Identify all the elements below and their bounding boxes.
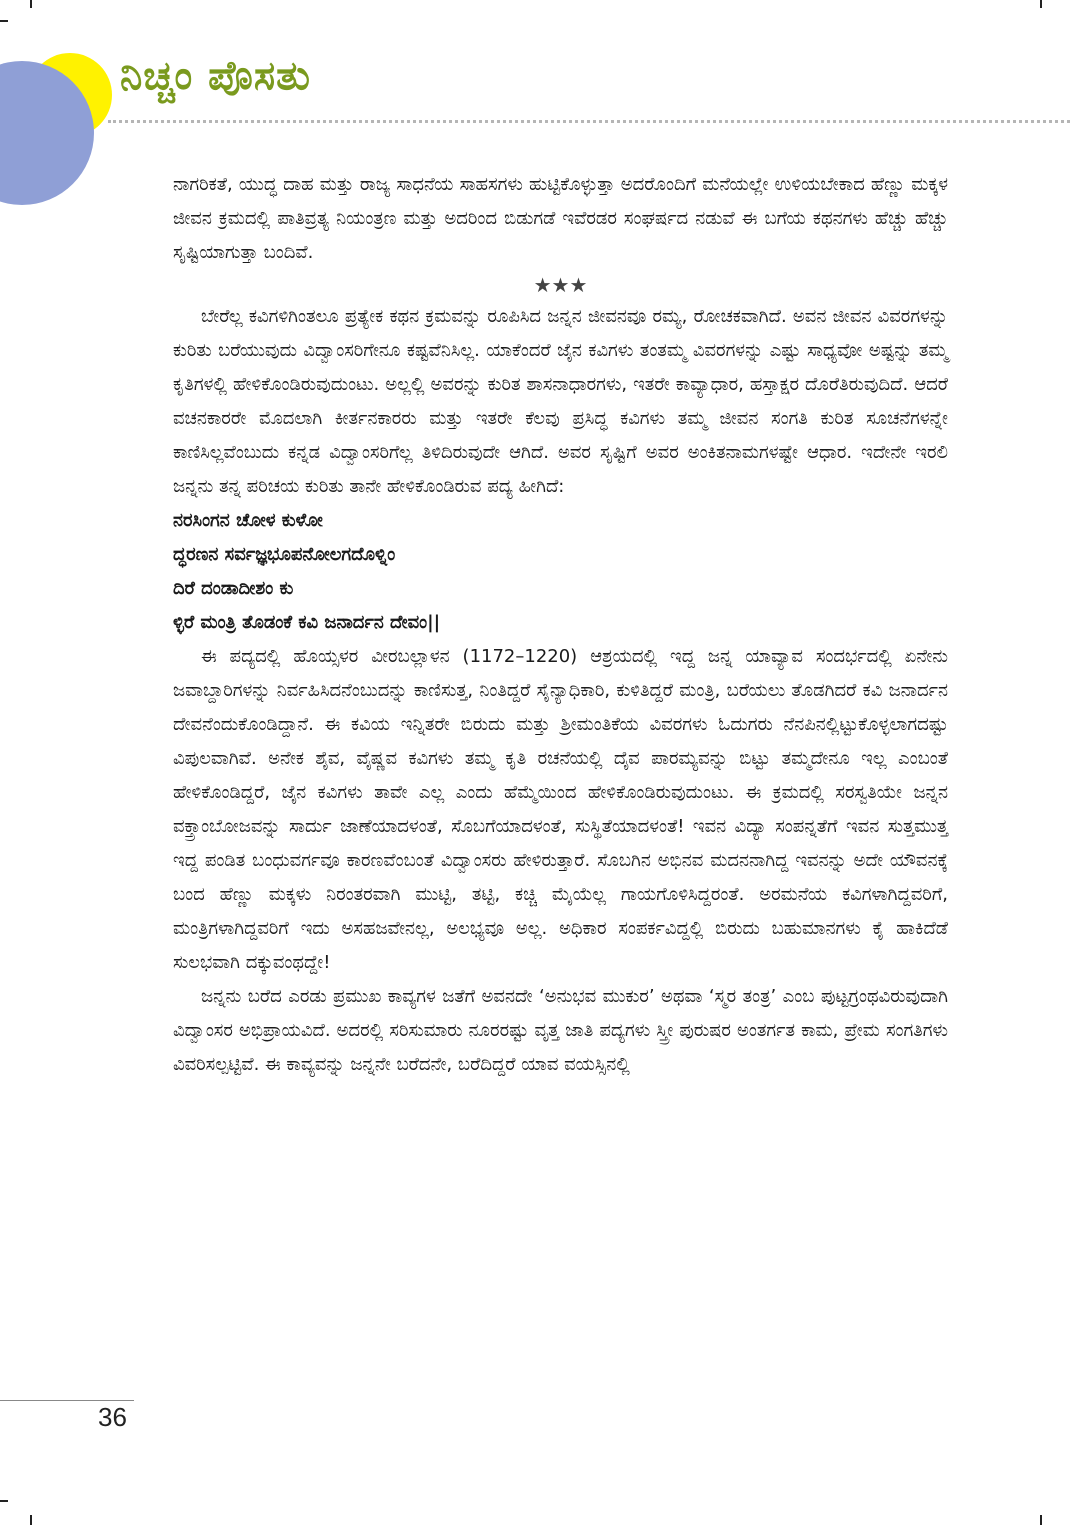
crop-mark: [0, 1500, 8, 1502]
header-decoration: [0, 0, 200, 220]
paragraph-1: ನಾಗರಿಕತೆ, ಯುದ್ಧ ದಾಹ ಮತ್ತು ರಾಜ್ಯ ಸಾಧನೆಯ ಸಾಹಸಗಳು ಹುಟ್ಟಿಕೊಳ್ಳುತ್ತಾ ಅದರೊಂದಿಗೆ ಮನೆಯಲ್ಲೇ ಉಳಿಯಬೇಕಾದ ಹೆಣ್ಣು ಮಕ್ಕಳ ಜೀವನ ಕ್ರಮದಲ್ಲಿ ಪಾತಿವ್ರತ್ಯ ನಿಯಂತ್ರಣ ಮತ್ತು ಅದರಿಂದ ಬಿಡುಗಡೆ ಇವೆರಡರ ಸಂಘರ್ಷದ ನಡುವೆ ಈ ಬಗೆಯ ಕಥನಗಳು ಹೆಚ್ಚು ಹೆಚ್ಚು ಸೃಷ್ಟಿಯಾಗುತ್ತಾ ಬಂದಿವೆ.: [173, 174, 948, 263]
section-separator: ★★★: [533, 273, 588, 297]
crop-mark: [1040, 0, 1042, 8]
crop-mark: [30, 1515, 32, 1525]
page-number: 36: [98, 1402, 127, 1432]
header-dotted-rule: [108, 120, 1070, 123]
verse-line: ದಿರೆ ದಂಡಾದೀಶಂ ಕು: [173, 578, 294, 599]
verse-line: ದ್ಧರಣನ ಸರ್ವಜ್ಞಭೂಪನೋಲಗದೊಳ್ನಿಂ: [173, 544, 396, 565]
verse-line: ಳ್ಳಿರೆ ಮಂತ್ರಿ ತೊಡಂಕೆ ಕವಿ ಜನಾರ್ದನ ದೇವಂ||: [173, 612, 441, 633]
body-text: [173, 168, 948, 1082]
section-title: ನಿಚ್ಚಂ ಪೊಸತು: [120, 52, 312, 99]
paragraph-4: ಜನ್ನನು ಬರೆದ ಎರಡು ಪ್ರಮುಖ ಕಾವ್ಯಗಳ ಜತೆಗೆ ಅವನದೇ ‘ಅನುಭವ ಮುಕುರ’ ಅಥವಾ ‘ಸ್ಮರ ತಂತ್ರ’ ಎಂಬ ಪುಟ್ಟಗ್ರಂಥವಿರುವುದಾಗಿ ವಿದ್ವಾಂಸರ ಅಭಿಪ್ರಾಯವಿದೆ. ಅದರಲ್ಲಿ ಸರಿಸುಮಾರು ನೂರರಷ್ಟು ವೃತ್ತ ಜಾತಿ ಪದ್ಯಗಳು ಸ್ತ್ರೀ ಪುರುಷರ ಅಂತರ್ಗತ ಕಾಮ, ಪ್ರೇಮ ಸಂಗತಿಗಳು ವಿವರಿಸಲ್ಪಟ್ಟಿವೆ. ಈ ಕಾವ್ಯವನ್ನು ಜನ್ನನೇ ಬರೆದನೇ, ಬರೆದಿದ್ದರೆ ಯಾವ ವಯಸ್ಸಿನಲ್ಲಿ: [173, 986, 948, 1075]
paragraph-3: ಈ ಪದ್ಯದಲ್ಲಿ ಹೊಯ್ಸಳರ ವೀರಬಲ್ಲಾಳನ (1172–1220) ಆಶ್ರಯದಲ್ಲಿ ಇದ್ದ ಜನ್ನ ಯಾವ್ಯಾವ ಸಂದರ್ಭದಲ್ಲಿ ಏನೇನು ಜವಾಬ್ದಾರಿಗಳನ್ನು ನಿರ್ವಹಿಸಿದನೆಂಬುದನ್ನು ಕಾಣಿಸುತ್ತ, ನಿಂತಿದ್ದರೆ ಸೈನ್ಯಾಧಿಕಾರಿ, ಕುಳಿತಿದ್ದರೆ ಮಂತ್ರಿ, ಬರೆಯಲು ತೊಡಗಿದರೆ ಕವಿ ಜನಾರ್ದನ ದೇವನೆಂದುಕೊಂಡಿದ್ದಾನೆ. ಈ ಕವಿಯ ಇನ್ನಿತರೇ ಬಿರುದು ಮತ್ತು ಶ್ರೀಮಂತಿಕೆಯ ವಿವರಗಳು ಓದುಗರು ನೆನಪಿನಲ್ಲಿಟ್ಟುಕೊಳ್ಳಲಾಗದಷ್ಟು ವಿಪುಲವಾಗಿವೆ. ಅನೇಕ ಶೈವ, ವೈಷ್ಣವ ಕವಿಗಳು ತಮ್ಮ ಕೃತಿ ರಚನೆಯಲ್ಲಿ ದೈವ ಪಾರಮ್ಯವನ್ನು ಬಿಟ್ಟು ತಮ್ಮದೇನೂ ಇಲ್ಲ ಎಂಬಂತೆ ಹೇಳಿಕೊಂಡಿದ್ದರೆ, ಜೈನ ಕವಿಗಳು ತಾವೇ ಎಲ್ಲ ಎಂದು ಹೆಮ್ಮೆಯಿಂದ ಹೇಳಿಕೊಂಡಿರುವುದುಂಟು. ಈ ಕ್ರಮದಲ್ಲಿ ಸರಸ್ವತಿಯೇ ಜನ್ನನ ವಕ್ತ್ರಾಂಬೋಜವನ್ನು ಸಾರ್ದು ಜಾಣೆಯಾದಳಂತೆ, ಸೊಬಗೆಯಾದಳಂತೆ, ಸುಸ್ಥಿತೆಯಾದಳಂತೆ! ಇವನ ವಿದ್ಯಾ ಸಂಪನ್ನತೆಗೆ ಇವನ ಸುತ್ತಮುತ್ತ ಇದ್ದ ಪಂಡಿತ ಬಂಧುವರ್ಗವೂ ಕಾರಣವೆಂಬಂತೆ ವಿದ್ವಾಂಸರು ಹೇಳಿರುತ್ತಾರೆ. ಸೊಬಗಿನ ಅಭಿನವ ಮದನನಾಗಿದ್ದ ಇವನನ್ನು ಅದೇ ಯೌವನಕ್ಕೆ ಬಂದ ಹೆಣ್ಣು ಮಕ್ಕಳು ನಿರಂತರವಾಗಿ ಮುಟ್ಟಿ, ತಟ್ಟಿ, ಕಚ್ಚಿ ಮೈಯೆಲ್ಲ ಗಾಯಗೊಳಿಸಿದ್ದರಂತೆ. ಅರಮನೆಯ ಕವಿಗಳಾಗಿದ್ದವರಿಗೆ, ಮಂತ್ರಿಗಳಾಗಿದ್ದವರಿಗೆ ಇದು ಅಸಹಜವೇನಲ್ಲ, ಅಲಭ್ಯವೂ ಅಲ್ಲ. ಅಧಿಕಾರ ಸಂಪರ್ಕವಿದ್ದಲ್ಲಿ ಬಿರುದು ಬಹುಮಾನಗಳು ಕೈ ಹಾಕಿದೆಡೆ ಸುಲಭವಾಗಿ ದಕ್ಕುವಂಥದ್ದೇ!: [173, 646, 948, 973]
verse-block: [173, 504, 948, 640]
paragraph-2: ಬೇರೆಲ್ಲ ಕವಿಗಳಿಗಿಂತಲೂ ಪ್ರತ್ಯೇಕ ಕಥನ ಕ್ರಮವನ್ನು ರೂಪಿಸಿದ ಜನ್ನನ ಜೀವನವೂ ರಮ್ಯ, ರೋಚಕವಾಗಿದೆ. ಅವನ ಜೀವನ ವಿವರಗಳನ್ನು ಕುರಿತು ಬರೆಯುವುದು ವಿದ್ವಾಂಸರಿಗೇನೂ ಕಷ್ಟವೆನಿಸಿಲ್ಲ. ಯಾಕೆಂದರೆ ಜೈನ ಕವಿಗಳು ತಂತಮ್ಮ ವಿವರಗಳನ್ನು ಎಷ್ಟು ಸಾಧ್ಯವೋ ಅಷ್ಟನ್ನು ತಮ್ಮ ಕೃತಿಗಳಲ್ಲಿ ಹೇಳಿಕೊಂಡಿರುವುದುಂಟು. ಅಲ್ಲಲ್ಲಿ ಅವರನ್ನು ಕುರಿತ ಶಾಸನಾಧಾರಗಳು, ಇತರೇ ಕಾವ್ಯಾಧಾರ, ಹಸ್ತಾಕ್ಷರ ದೊರೆತಿರುವುದಿದೆ. ಆದರೆ ವಚನಕಾರರೇ ಮೊದಲಾಗಿ ಕೀರ್ತನಕಾರರು ಮತ್ತು ಇತರೇ ಕೆಲವು ಪ್ರಸಿದ್ಧ ಕವಿಗಳು ತಮ್ಮ ಜೀವನ ಸಂಗತಿ ಕುರಿತ ಸೂಚನೆಗಳನ್ನೇ ಕಾಣಿಸಿಲ್ಲವೆಂಬುದು ಕನ್ನಡ ವಿದ್ವಾಂಸರಿಗೆಲ್ಲ ತಿಳಿದಿರುವುದೇ ಆಗಿದೆ. ಅವರ ಸೃಷ್ಟಿಗೆ ಅವರ ಅಂಕಿತನಾಮಗಳಷ್ಟೇ ಆಧಾರ. ಇದೇನೇ ಇರಲಿ ಜನ್ನನು ತನ್ನ ಪರಿಚಯ ಕುರಿತು ತಾನೇ ಹೇಳಿಕೊಂಡಿರುವ ಪದ್ಯ ಹೀಗಿದೆ:: [173, 306, 948, 497]
crop-mark: [1040, 1515, 1042, 1525]
verse-line: ನರಸಿಂಗನ ಚೋಳ ಕುಳೋ: [173, 510, 323, 531]
footer-rule: [0, 1400, 134, 1401]
